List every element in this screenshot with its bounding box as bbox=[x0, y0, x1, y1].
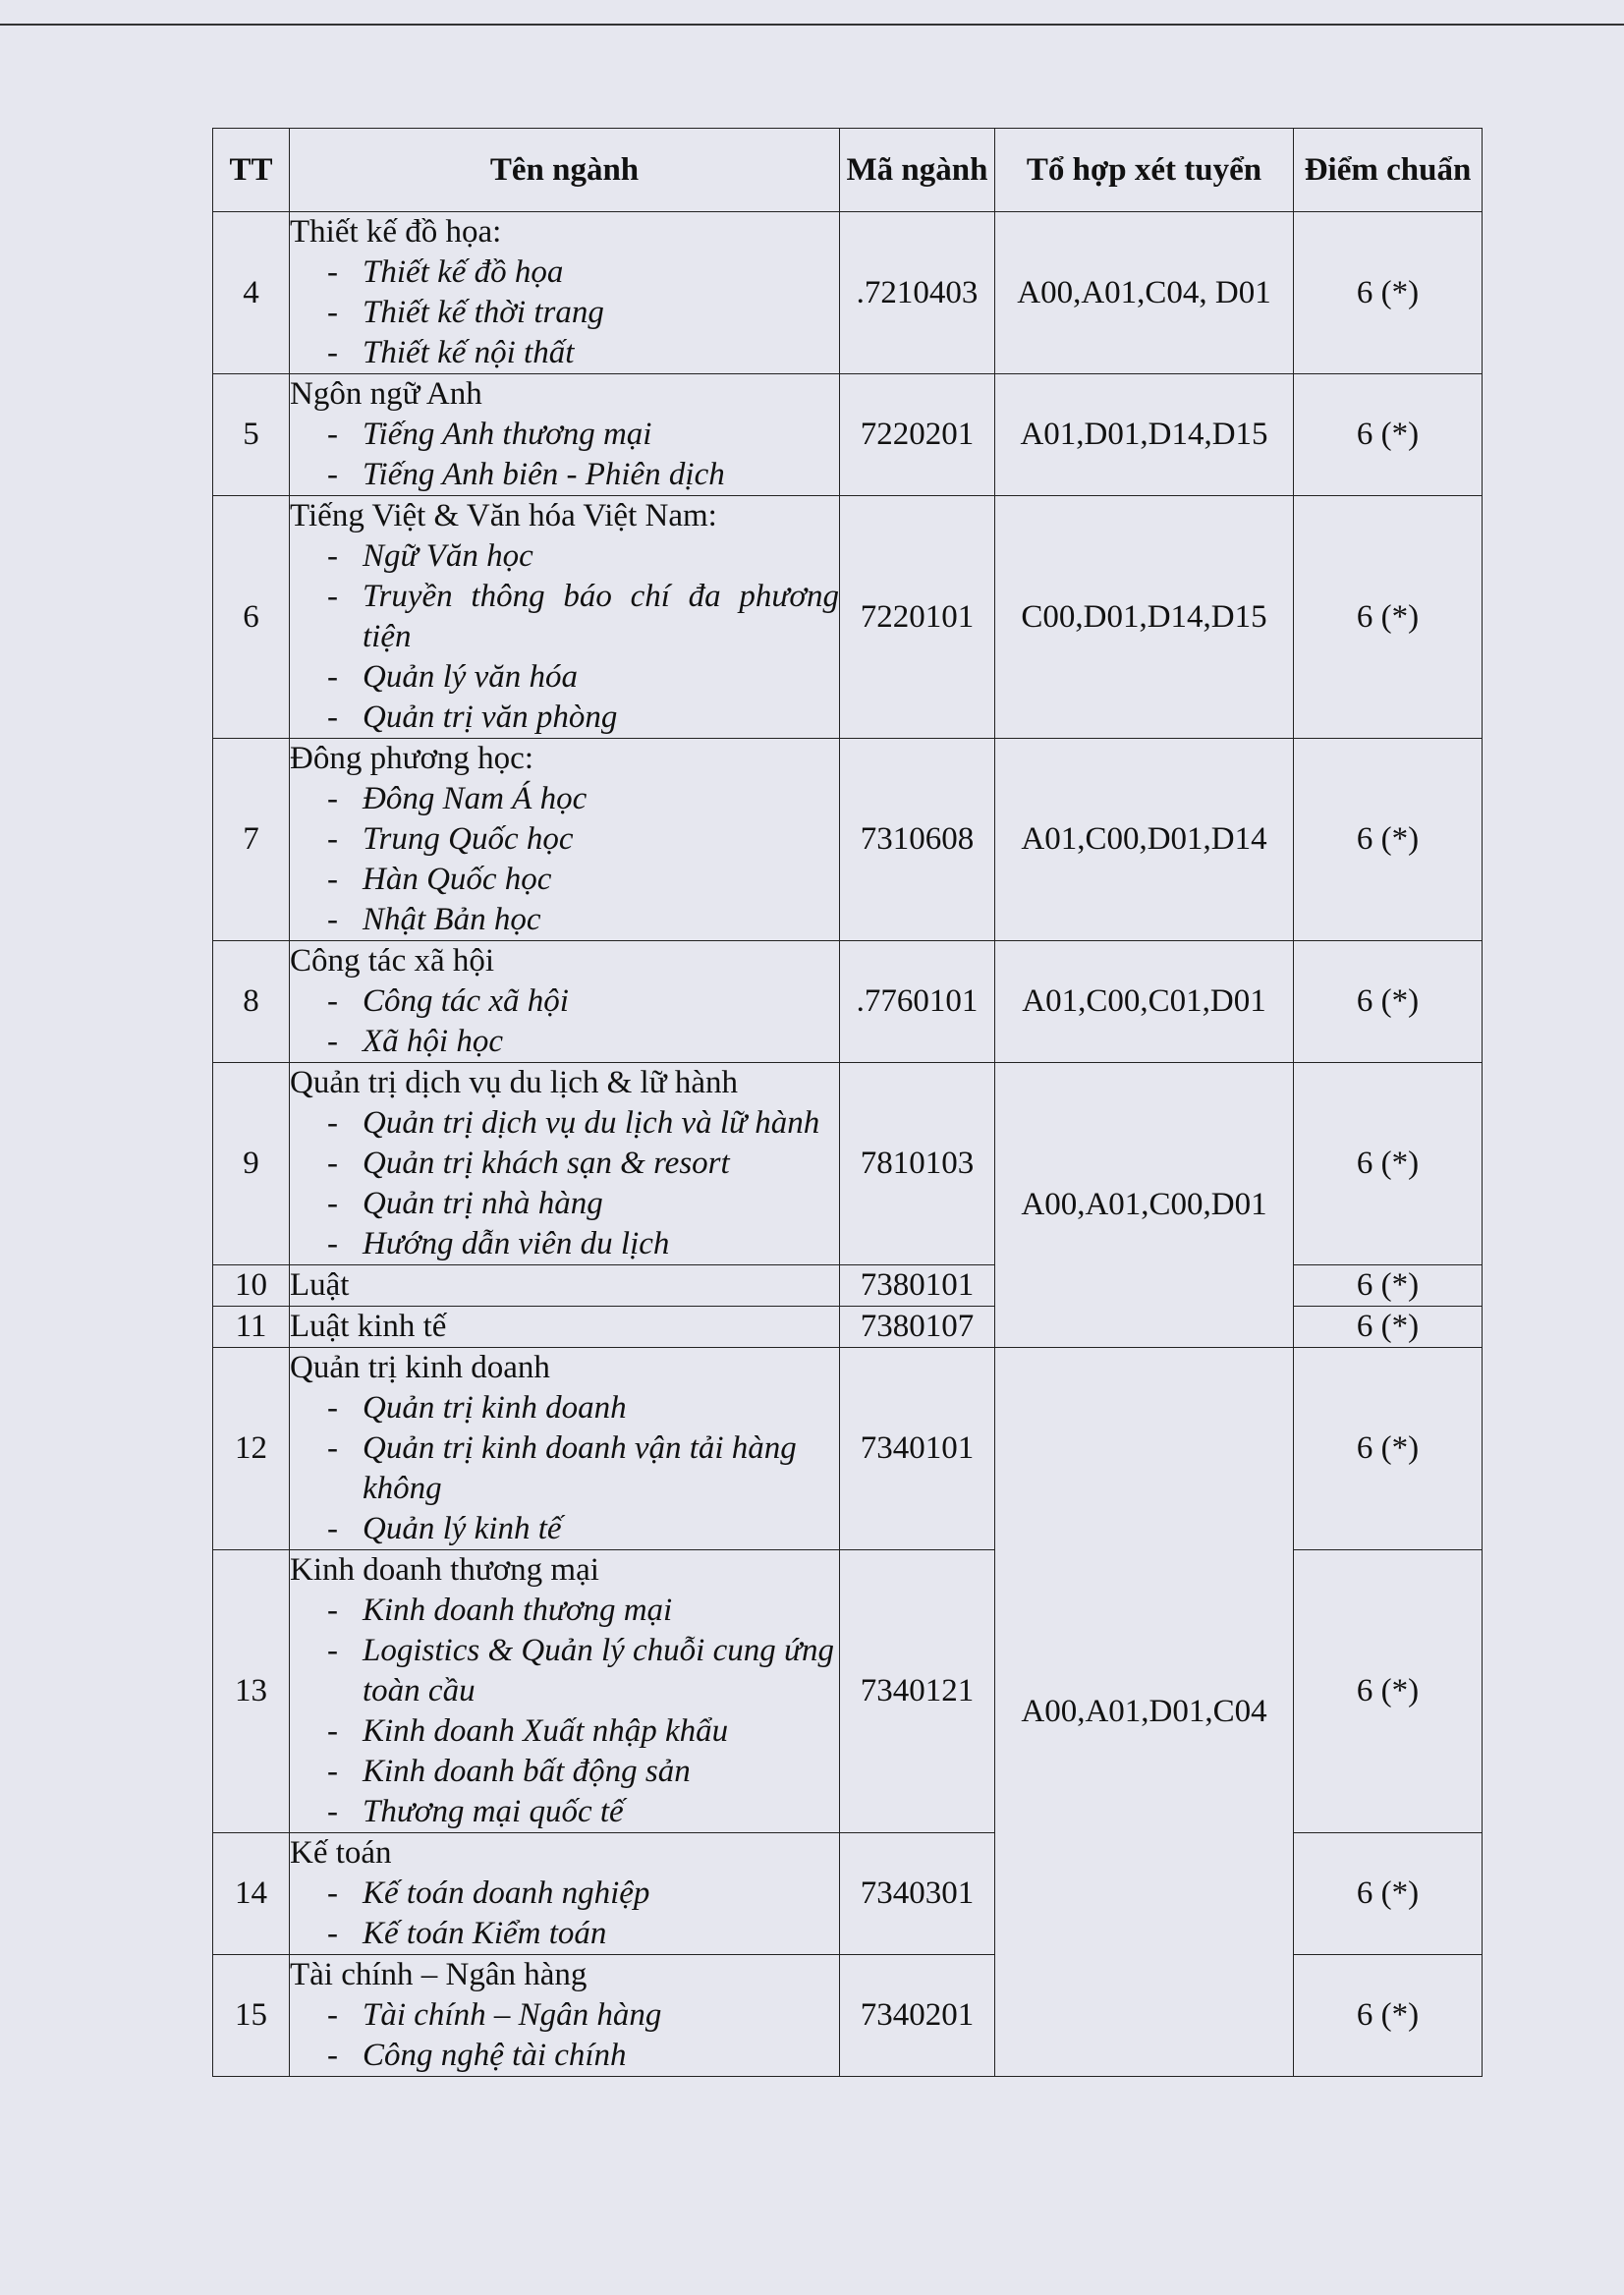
header-benchmark-score: Điểm chuẩn bbox=[1294, 129, 1483, 212]
specialization-list bbox=[290, 415, 839, 495]
specialization-item: - Hướng dẫn viên du lịch bbox=[323, 1224, 839, 1264]
specialization-item: - Quản trị văn phòng bbox=[323, 698, 839, 738]
row-number: 5 bbox=[213, 374, 290, 496]
row-number: 13 bbox=[213, 1550, 290, 1833]
subject-combination: A00,A01,C04, D01 bbox=[995, 212, 1294, 374]
specialization-item: - Đông Nam Á học bbox=[323, 779, 839, 819]
major-title: Quản trị dịch vụ du lịch & lữ hành bbox=[290, 1065, 738, 1100]
table-row bbox=[213, 212, 1483, 374]
major-code: 7340301 bbox=[840, 1833, 995, 1955]
specialization-item: - Thiết kế đồ họa bbox=[323, 252, 839, 293]
specialization-list bbox=[290, 981, 839, 1062]
benchmark-score: 6 (*) bbox=[1294, 1265, 1483, 1307]
specialization-item: - Quản trị kinh doanh vận tải hàng không bbox=[323, 1428, 839, 1509]
specialization-item: - Logistics & Quản lý chuỗi cung ứng toàn cầu bbox=[323, 1631, 839, 1711]
major-title: Thiết kế đồ họa: bbox=[290, 214, 502, 250]
table-header-row bbox=[213, 129, 1483, 212]
benchmark-score: 6 (*) bbox=[1294, 1307, 1483, 1348]
header-major-code: Mã ngành bbox=[840, 129, 995, 212]
top-rule bbox=[0, 24, 1624, 26]
table-body bbox=[213, 212, 1483, 2077]
specialization-list bbox=[290, 1103, 839, 1264]
major-title: Ngôn ngữ Anh bbox=[290, 376, 482, 412]
major-code: 7340101 bbox=[840, 1348, 995, 1550]
major-name-cell bbox=[290, 1063, 840, 1265]
specialization-item: - Trung Quốc học bbox=[323, 819, 839, 860]
major-name-cell bbox=[290, 1550, 840, 1833]
specialization-list bbox=[290, 1591, 839, 1832]
table-row bbox=[213, 374, 1483, 496]
header-subject-combination: Tổ hợp xét tuyển bbox=[995, 129, 1294, 212]
specialization-item: - Quản trị kinh doanh bbox=[323, 1388, 839, 1428]
specialization-list bbox=[290, 536, 839, 738]
subject-combination: A01,D01,D14,D15 bbox=[995, 374, 1294, 496]
subject-combination: C00,D01,D14,D15 bbox=[995, 496, 1294, 739]
benchmark-score: 6 (*) bbox=[1294, 1348, 1483, 1550]
benchmark-score: 6 (*) bbox=[1294, 1063, 1483, 1265]
specialization-item: - Hàn Quốc học bbox=[323, 860, 839, 900]
specialization-item: - Quản trị khách sạn & resort bbox=[323, 1144, 839, 1184]
specialization-item: - Quản lý văn hóa bbox=[323, 657, 839, 698]
row-number: 8 bbox=[213, 941, 290, 1063]
major-title: Quản trị kinh doanh bbox=[290, 1350, 550, 1385]
header-major-name: Tên ngành bbox=[290, 129, 840, 212]
benchmark-score: 6 (*) bbox=[1294, 1955, 1483, 2077]
major-code: 7810103 bbox=[840, 1063, 995, 1265]
specialization-list bbox=[290, 1995, 839, 2076]
major-code: 7380101 bbox=[840, 1265, 995, 1307]
major-code: 7220201 bbox=[840, 374, 995, 496]
major-title: Tiếng Việt & Văn hóa Việt Nam: bbox=[290, 498, 717, 533]
specialization-item: - Quản trị dịch vụ du lịch và lữ hành bbox=[323, 1103, 839, 1144]
specialization-item: - Công nghệ tài chính bbox=[323, 2036, 839, 2076]
major-name-cell bbox=[290, 212, 840, 374]
major-code: 7220101 bbox=[840, 496, 995, 739]
major-name-cell bbox=[290, 1307, 840, 1348]
benchmark-score: 6 (*) bbox=[1294, 1833, 1483, 1955]
specialization-list bbox=[290, 1388, 839, 1549]
major-code: 7380107 bbox=[840, 1307, 995, 1348]
major-name-cell bbox=[290, 1955, 840, 2077]
table-row bbox=[213, 1063, 1483, 1265]
major-name-cell bbox=[290, 1833, 840, 1955]
table-row bbox=[213, 941, 1483, 1063]
row-number: 11 bbox=[213, 1307, 290, 1348]
major-title: Kế toán bbox=[290, 1835, 392, 1871]
table-row bbox=[213, 1348, 1483, 1550]
specialization-item: - Quản lý kinh tế bbox=[323, 1509, 839, 1549]
subject-combination: A01,C00,D01,D14 bbox=[995, 739, 1294, 941]
specialization-item: - Tiếng Anh biên - Phiên dịch bbox=[323, 455, 839, 495]
row-number: 15 bbox=[213, 1955, 290, 2077]
benchmark-score: 6 (*) bbox=[1294, 496, 1483, 739]
benchmark-score: 6 (*) bbox=[1294, 739, 1483, 941]
specialization-item: - Thiết kế thời trang bbox=[323, 293, 839, 333]
row-number: 10 bbox=[213, 1265, 290, 1307]
admission-score-table bbox=[212, 128, 1483, 2077]
specialization-item: - Kinh doanh bất động sản bbox=[323, 1752, 839, 1792]
row-number: 9 bbox=[213, 1063, 290, 1265]
row-number: 4 bbox=[213, 212, 290, 374]
major-title: Kinh doanh thương mại bbox=[290, 1552, 599, 1588]
specialization-item: - Thiết kế nội thất bbox=[323, 333, 839, 373]
specialization-item: - Tài chính – Ngân hàng bbox=[323, 1995, 839, 2036]
major-title: Luật kinh tế bbox=[290, 1309, 447, 1344]
major-code: .7210403 bbox=[840, 212, 995, 374]
specialization-item: - Quản trị nhà hàng bbox=[323, 1184, 839, 1224]
subject-combination-group: A00,A01,C00,D01 bbox=[995, 1063, 1294, 1348]
row-number: 14 bbox=[213, 1833, 290, 1955]
specialization-list bbox=[290, 252, 839, 373]
row-number: 12 bbox=[213, 1348, 290, 1550]
specialization-item: - Nhật Bản học bbox=[323, 900, 839, 940]
table-row bbox=[213, 496, 1483, 739]
major-code: .7760101 bbox=[840, 941, 995, 1063]
major-code: 7340121 bbox=[840, 1550, 995, 1833]
major-code: 7310608 bbox=[840, 739, 995, 941]
major-title: Đông phương học: bbox=[290, 741, 533, 776]
major-title: Công tác xã hội bbox=[290, 943, 495, 979]
specialization-item: - Kinh doanh thương mại bbox=[323, 1591, 839, 1631]
major-title: Tài chính – Ngân hàng bbox=[290, 1957, 588, 1992]
specialization-item: - Tiếng Anh thương mại bbox=[323, 415, 839, 455]
specialization-item: - Truyền thông báo chí đa phương tiện bbox=[323, 577, 839, 657]
specialization-item: - Công tác xã hội bbox=[323, 981, 839, 1022]
specialization-list bbox=[290, 779, 839, 940]
specialization-list bbox=[290, 1874, 839, 1954]
subject-combination: A01,C00,C01,D01 bbox=[995, 941, 1294, 1063]
specialization-item: - Thương mại quốc tế bbox=[323, 1792, 839, 1832]
major-name-cell bbox=[290, 739, 840, 941]
major-name-cell bbox=[290, 1348, 840, 1550]
major-name-cell bbox=[290, 941, 840, 1063]
major-title: Luật bbox=[290, 1267, 350, 1303]
table-row bbox=[213, 739, 1483, 941]
header-tt: TT bbox=[213, 129, 290, 212]
major-name-cell bbox=[290, 374, 840, 496]
benchmark-score: 6 (*) bbox=[1294, 941, 1483, 1063]
row-number: 7 bbox=[213, 739, 290, 941]
benchmark-score: 6 (*) bbox=[1294, 212, 1483, 374]
specialization-item: - Ngữ Văn học bbox=[323, 536, 839, 577]
benchmark-score: 6 (*) bbox=[1294, 1550, 1483, 1833]
specialization-item: - Kế toán Kiểm toán bbox=[323, 1914, 839, 1954]
major-name-cell bbox=[290, 1265, 840, 1307]
specialization-item: - Kinh doanh Xuất nhập khẩu bbox=[323, 1711, 839, 1752]
benchmark-score: 6 (*) bbox=[1294, 374, 1483, 496]
row-number: 6 bbox=[213, 496, 290, 739]
specialization-item: - Xã hội học bbox=[323, 1022, 839, 1062]
major-name-cell bbox=[290, 496, 840, 739]
major-code: 7340201 bbox=[840, 1955, 995, 2077]
specialization-item: - Kế toán doanh nghiệp bbox=[323, 1874, 839, 1914]
subject-combination-group: A00,A01,D01,C04 bbox=[995, 1348, 1294, 2077]
